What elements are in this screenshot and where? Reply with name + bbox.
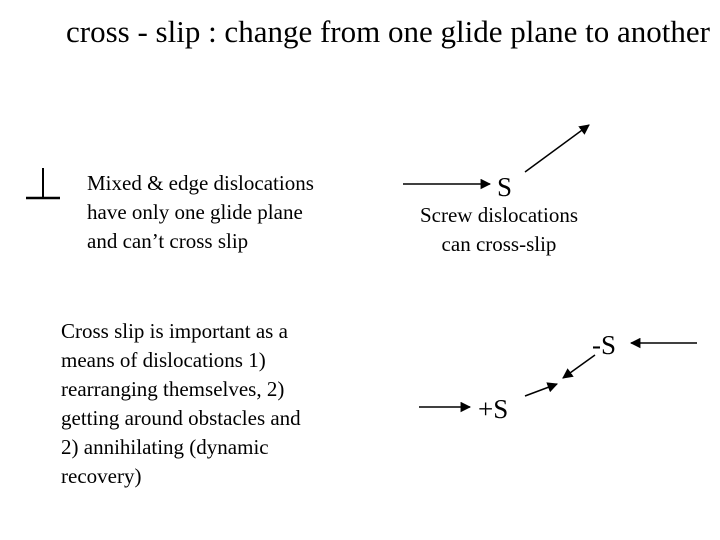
cross-slip-arrow-annihilation: [563, 355, 595, 378]
cross-slip-arrow-diagonal: [525, 125, 589, 172]
screw-dislocation-description: [404, 201, 594, 259]
text-line: getting around obstacles and: [61, 406, 301, 430]
text-line: means of dislocations 1): [61, 348, 266, 372]
plus-screw-label: +S: [478, 394, 509, 424]
slide-title: cross - slip : change from one glide plane to another: [66, 14, 710, 49]
cross-slip-arrow-plus: [525, 384, 557, 396]
text-line: rearranging themselves, 2): [61, 377, 285, 401]
text-line: 2) annihilating (dynamic: [61, 435, 269, 459]
screw-label: S: [497, 172, 513, 202]
text-line: can cross-slip: [441, 232, 557, 256]
edge-dislocation-description: [87, 169, 314, 256]
text-line: recovery): [61, 464, 142, 488]
text-line: Mixed & edge dislocations: [87, 171, 314, 195]
text-line: have only one glide plane: [87, 200, 303, 224]
text-line: Cross slip is important as a: [61, 319, 288, 343]
edge-dislocation-icon: [26, 168, 60, 198]
text-line: Screw dislocations: [419, 203, 579, 227]
text-line: and can’t cross slip: [87, 229, 249, 253]
minus-screw-label: -S: [592, 330, 617, 360]
cross-slip-importance-description: [61, 317, 301, 491]
